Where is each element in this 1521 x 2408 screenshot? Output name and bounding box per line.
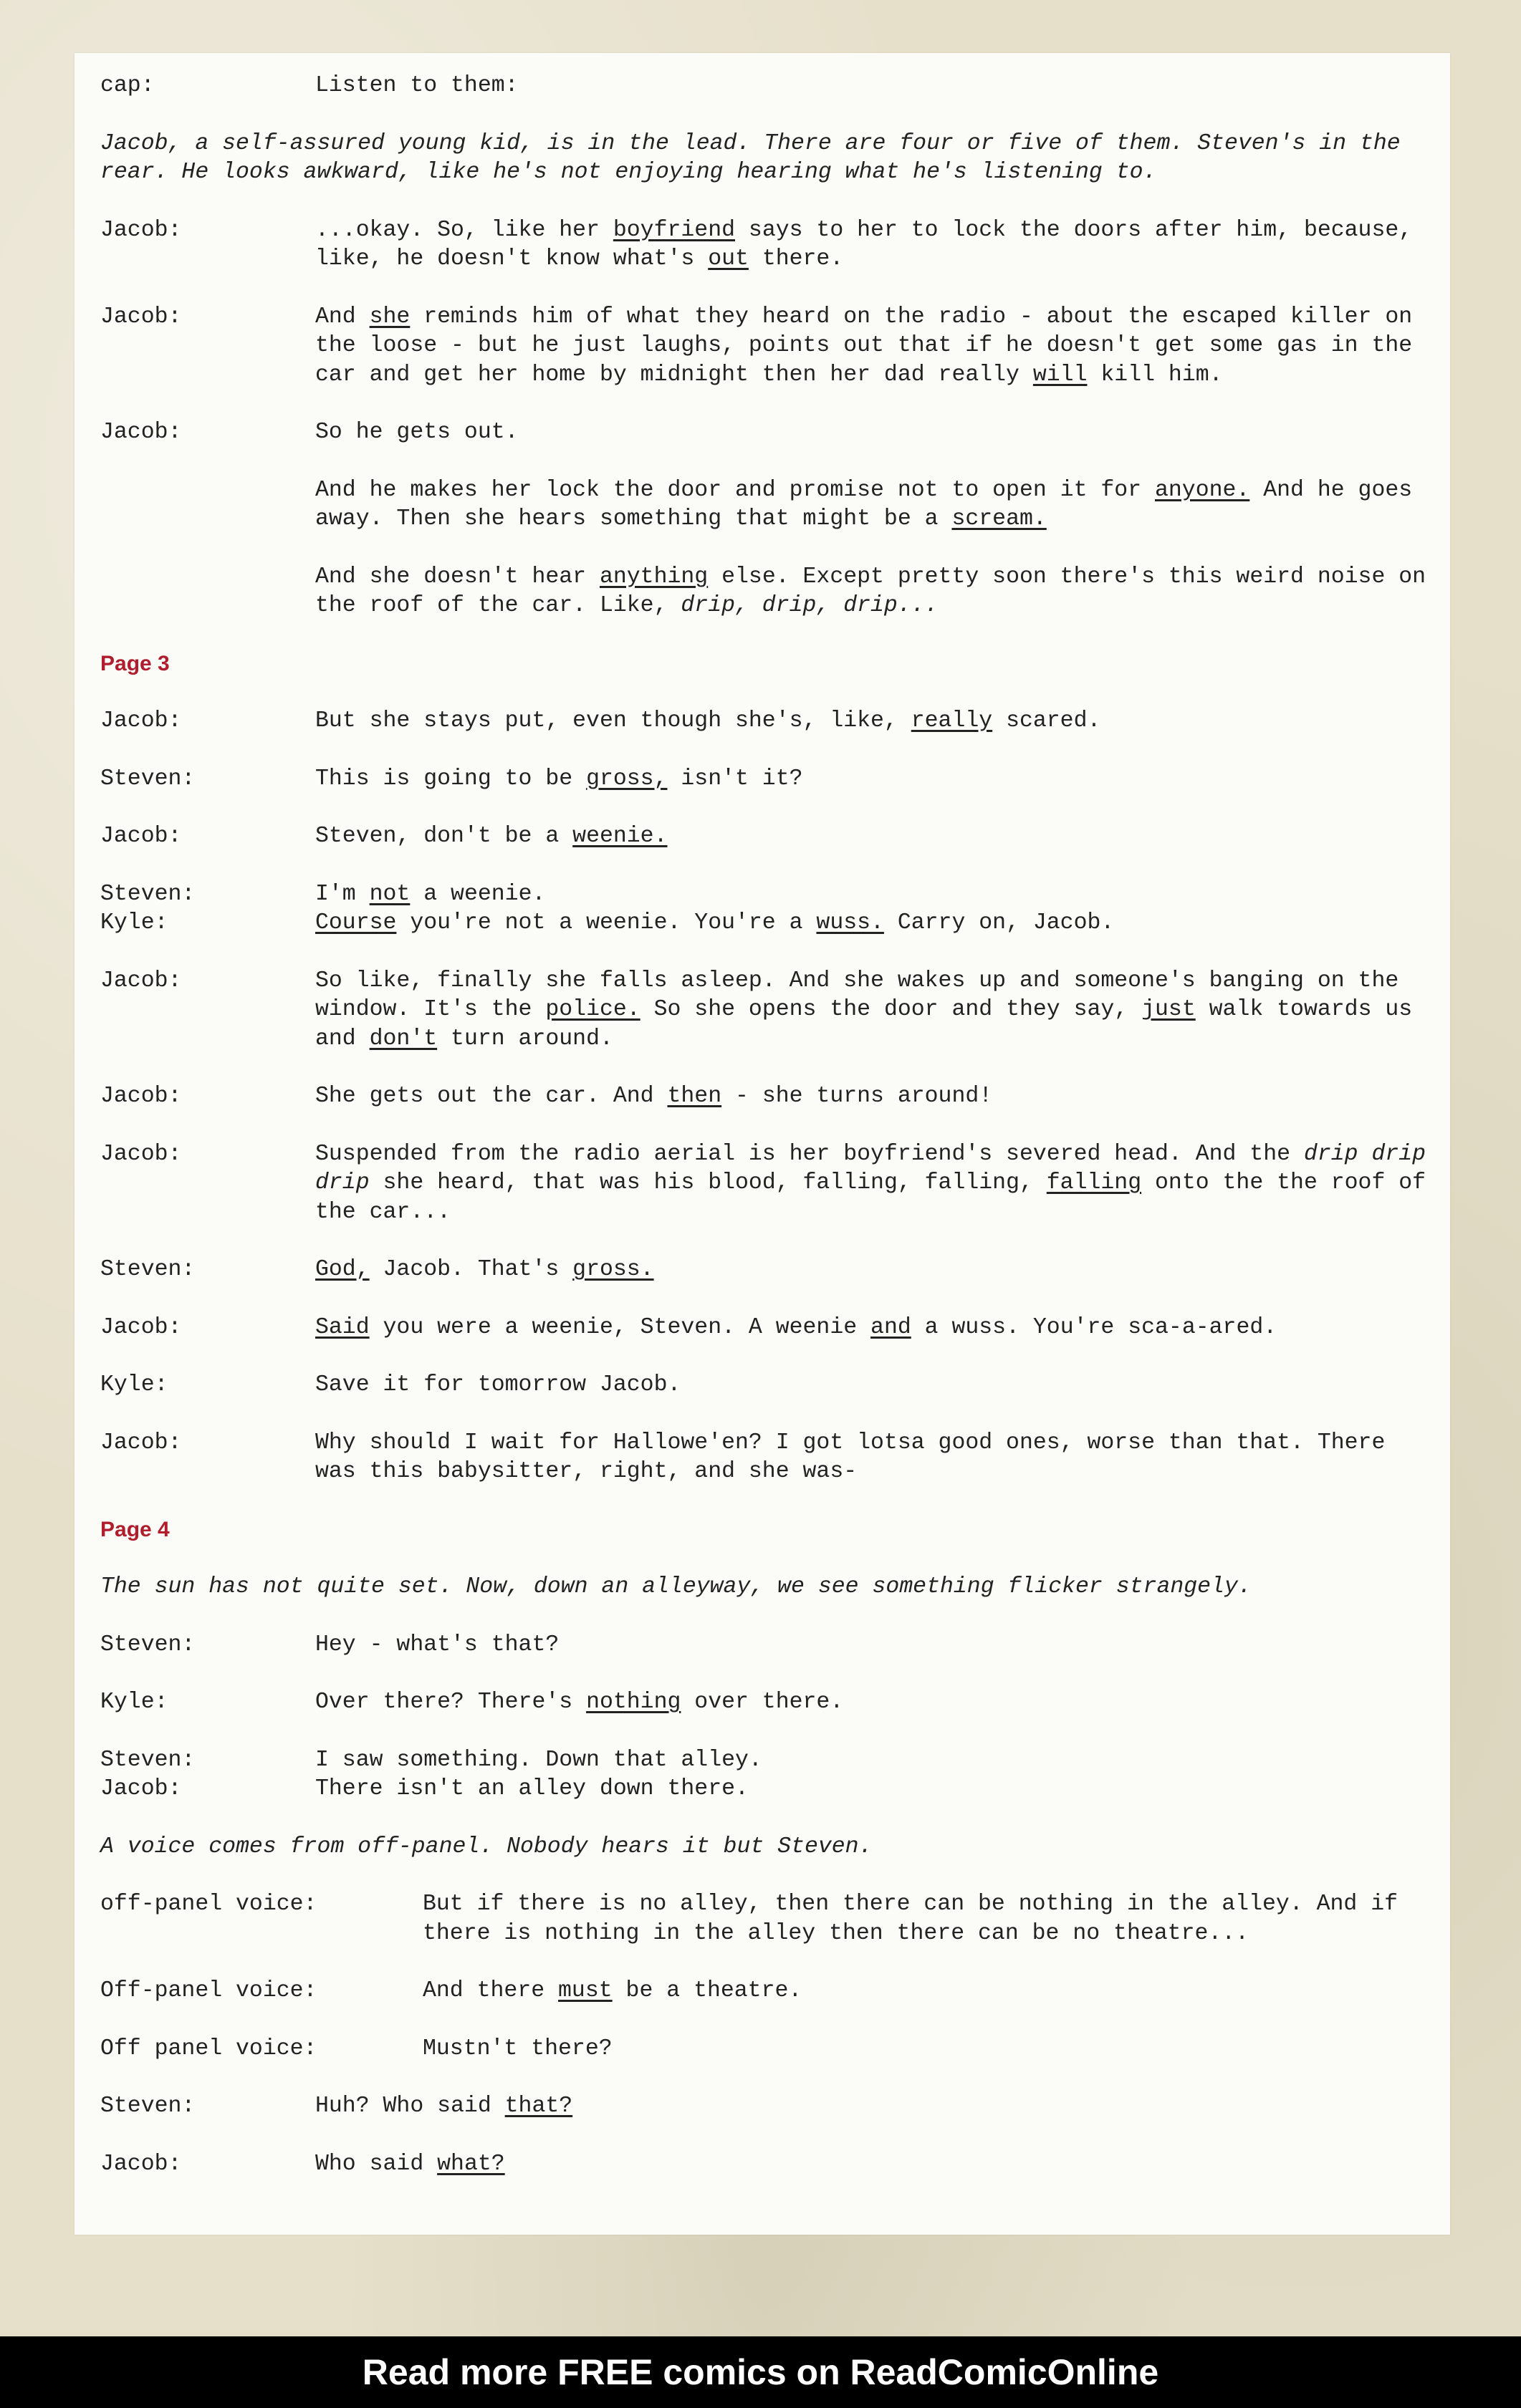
dialogue-text	[423, 1890, 1433, 1948]
underlined-word: and	[870, 1314, 911, 1340]
underlined-word: anyone.	[1155, 477, 1250, 503]
text-run: onto the the roof of the car...	[315, 1170, 1426, 1225]
text-run: turn around.	[437, 1026, 613, 1051]
text-run: She gets out the car. And	[315, 1084, 668, 1109]
script-page	[75, 53, 1450, 2235]
dialogue-text	[315, 72, 1433, 101]
speaker-label: Steven:	[100, 1747, 196, 1773]
page-heading: Page 3	[100, 651, 170, 675]
underlined-word: scream.	[951, 506, 1047, 531]
underlined-word: boyfriend	[613, 217, 736, 243]
text-run: Over there? There's	[315, 1690, 587, 1715]
dialogue-line	[100, 418, 1433, 448]
underlined-word: Course	[315, 910, 397, 935]
text-run: a weenie.	[410, 881, 546, 907]
text-run: But if there is no alley, then there can be nothing in the alley. And if there is nothing in the alley then there can be no theatre...	[423, 1892, 1398, 1946]
text-run: Who said	[315, 2151, 438, 2177]
text-run: walk towards us and	[315, 997, 1413, 1051]
text-run: over there.	[681, 1690, 844, 1715]
underlined-word: really	[911, 708, 993, 733]
text-run: And she doesn't hear	[315, 564, 600, 589]
speaker-label: Jacob:	[100, 420, 182, 445]
dialogue-text	[315, 1082, 1433, 1112]
underlined-word: that?	[504, 2094, 573, 2119]
dialogue-line	[100, 72, 1433, 101]
dialogue-line	[100, 822, 1433, 852]
dialogue-text	[315, 1314, 1433, 1343]
dialogue-line	[100, 707, 1433, 736]
text-run: But she stays put, even though she's, like,	[315, 708, 911, 733]
dialogue-text	[315, 1688, 1433, 1718]
text-run: So she opens the door and they say,	[640, 997, 1142, 1022]
underlined-word: she	[369, 304, 411, 329]
text-run: Jacob, a self-assured young kid, is in the lead. There are four or five of them. Steven's in the rear. He looks awkward, like he's not enjoying hearing what he's listening to.	[100, 130, 1401, 185]
text-run: Why should I wait for Hallowe'en? I got lotsa good ones, worse than that. There was this babysitter, right, and she was-	[315, 1430, 1386, 1484]
dialogue-line	[100, 1890, 1433, 1948]
speaker-label: Steven:	[100, 881, 196, 907]
speaker-label: Jacob:	[100, 1084, 182, 1109]
text-run: kill him.	[1087, 362, 1223, 387]
dialogue-text	[315, 909, 1433, 938]
text-run: scared.	[992, 708, 1101, 733]
speaker-label: off-panel voice:	[100, 1892, 317, 1917]
text-run: And	[315, 304, 370, 329]
text-run: So he gets out.	[315, 420, 519, 445]
underlined-word: Said	[315, 1314, 370, 1340]
text-run: And he goes away. Then she hears something that might be a	[315, 477, 1413, 531]
text-run: So like, finally she falls asleep. And she wakes up and someone's banging on the window. It's the	[315, 968, 1399, 1022]
speaker-label: cap:	[100, 73, 155, 98]
underlined-word: gross,	[586, 766, 668, 791]
dialogue-line	[100, 2150, 1433, 2180]
dialogue-line	[100, 880, 1433, 910]
text-run: The sun has not quite set. Now, down an alleyway, we see something flicker strangely.	[100, 1574, 1252, 1599]
script-content	[100, 72, 1433, 2207]
speaker-label: Jacob:	[100, 708, 182, 733]
text-run: Save it for tomorrow Jacob.	[315, 1372, 681, 1397]
dialogue-text	[315, 1746, 1433, 1776]
underlined-word: nothing	[586, 1690, 681, 1715]
text-run: I saw something. Down that alley.	[315, 1747, 762, 1773]
dialogue-text	[315, 1631, 1433, 1660]
speaker-label: Jacob:	[100, 217, 182, 243]
speaker-label: Jacob:	[100, 824, 182, 849]
dialogue-line	[100, 1429, 1433, 1487]
dialogue-text	[315, 765, 1433, 794]
underlined-word: what?	[437, 2151, 505, 2177]
dialogue-line	[100, 765, 1433, 794]
text-run: Mustn't there?	[423, 2036, 613, 2061]
speaker-label: Off panel voice:	[100, 2036, 317, 2061]
dialogue-line	[100, 1631, 1433, 1660]
underlined-word: weenie.	[572, 824, 668, 849]
dialogue-line	[100, 909, 1433, 938]
dialogue-text	[315, 1775, 1433, 1804]
dialogue-text	[423, 2035, 1433, 2064]
text-run: says to her to lock the doors after him, because, like, he doesn't know what's	[315, 217, 1413, 271]
text-run: ...okay. So, like her	[315, 217, 613, 243]
action-description	[100, 1833, 1433, 1862]
dialogue-line	[100, 1256, 1433, 1285]
action-description	[100, 130, 1433, 188]
dialogue-line	[100, 1140, 1433, 1228]
underlined-word: gross.	[572, 1257, 654, 1282]
text-run: A voice comes from off-panel. Nobody hears it but Steven.	[100, 1834, 873, 1859]
dialogue-line	[100, 1746, 1433, 1776]
text-run: I'm	[315, 881, 370, 907]
text-run: reminds him of what they heard on the radio - about the escaped killer on the loose - but he just laughs, points out that if he doesn't get some gas in the car and get her home by midnight then her dad really	[315, 304, 1413, 387]
text-run: she heard, that was his blood, falling, falling,	[369, 1170, 1047, 1195]
dialogue-text	[315, 303, 1433, 390]
speaker-label: Jacob:	[100, 2151, 182, 2177]
dialogue-continuation	[315, 476, 1433, 534]
dialogue-text	[315, 418, 1433, 448]
dialogue-text	[315, 967, 1433, 1054]
speaker-label: Jacob:	[100, 968, 182, 993]
text-run: a wuss. You're sca-a-ared.	[911, 1314, 1277, 1340]
dialogue-text	[315, 2092, 1433, 2122]
text-run: isn't it?	[667, 766, 803, 791]
dialogue-text	[315, 2150, 1433, 2180]
dialogue-line	[100, 303, 1433, 390]
dialogue-line	[100, 1371, 1433, 1400]
text-run: there.	[748, 246, 844, 271]
text-run: you're not a weenie. You're a	[396, 910, 817, 935]
speaker-label: Steven:	[100, 766, 196, 791]
underlined-word: out	[708, 246, 749, 271]
speaker-label: Kyle:	[100, 1690, 168, 1715]
dialogue-line	[100, 1082, 1433, 1112]
text-run: Listen to them:	[315, 73, 519, 98]
underlined-word: don't	[369, 1026, 438, 1051]
text-run: This is going to be	[315, 766, 587, 791]
underlined-word: wuss.	[816, 910, 884, 935]
text-run: else. Except pretty soon there's this weird noise on the roof of the car. Like,	[315, 564, 1426, 618]
dialogue-text	[315, 822, 1433, 852]
speaker-label: Jacob:	[100, 1776, 182, 1801]
underlined-word: must	[558, 1978, 613, 2003]
underlined-word: falling	[1046, 1170, 1142, 1195]
dialogue-text	[423, 1977, 1433, 2006]
text-run: Carry on, Jacob.	[883, 910, 1115, 935]
italic-phrase: drip, drip, drip...	[681, 593, 939, 618]
dialogue-text	[315, 880, 1433, 910]
underlined-word: God,	[315, 1257, 370, 1282]
dialogue-line	[100, 2035, 1433, 2064]
speaker-label: Jacob:	[100, 1430, 182, 1455]
underlined-word: then	[667, 1084, 722, 1109]
dialogue-line	[100, 1688, 1433, 1718]
text-run: Hey - what's that?	[315, 1632, 560, 1657]
dialogue-line	[100, 216, 1433, 274]
dialogue-text	[315, 707, 1433, 736]
underlined-word: just	[1141, 997, 1196, 1022]
text-run: Huh? Who said	[315, 2094, 505, 2119]
dialogue-text	[315, 216, 1433, 274]
text-run: be a theatre.	[612, 1978, 802, 2003]
page-heading: Page 4	[100, 1517, 170, 1541]
dialogue-text	[315, 1429, 1433, 1487]
dialogue-line	[100, 2092, 1433, 2122]
dialogue-continuation	[315, 563, 1433, 621]
dialogue-line	[100, 1977, 1433, 2006]
underlined-word: police.	[545, 997, 640, 1022]
text-run: Jacob. That's	[369, 1257, 573, 1282]
underlined-word: anything	[599, 564, 709, 589]
speaker-label: Steven:	[100, 2094, 196, 2119]
action-description	[100, 1573, 1433, 1602]
dialogue-line	[100, 1314, 1433, 1343]
underlined-word: not	[369, 881, 411, 907]
speaker-label: Jacob:	[100, 1314, 182, 1340]
text-run: Suspended from the radio aerial is her boyfriend's severed head. And the	[315, 1141, 1304, 1167]
speaker-label: Steven:	[100, 1257, 196, 1282]
dialogue-line	[100, 1775, 1433, 1804]
speaker-label: Kyle:	[100, 1372, 168, 1397]
text-run: And there	[423, 1978, 559, 2003]
text-run: There isn't an alley down there.	[315, 1776, 749, 1801]
speaker-label: Kyle:	[100, 910, 168, 935]
speaker-label: Off-panel voice:	[100, 1978, 317, 2003]
speaker-label: Steven:	[100, 1632, 196, 1657]
speaker-label: Jacob:	[100, 1141, 182, 1167]
italic-phrase: drip drip drip	[315, 1141, 1426, 1195]
dialogue-text	[315, 1256, 1433, 1285]
dialogue-text	[315, 1140, 1433, 1228]
speaker-label: Jacob:	[100, 304, 182, 329]
text-run: you were a weenie, Steven. A weenie	[369, 1314, 871, 1340]
text-run: Steven, don't be a	[315, 824, 573, 849]
footer-banner[interactable]: Read more FREE comics on ReadComicOnline	[0, 2336, 1521, 2408]
dialogue-text	[315, 1371, 1433, 1400]
text-run: And he makes her lock the door and promise not to open it for	[315, 477, 1155, 503]
dialogue-line	[100, 967, 1433, 1054]
underlined-word: will	[1032, 362, 1088, 387]
text-run: - she turns around!	[721, 1084, 993, 1109]
